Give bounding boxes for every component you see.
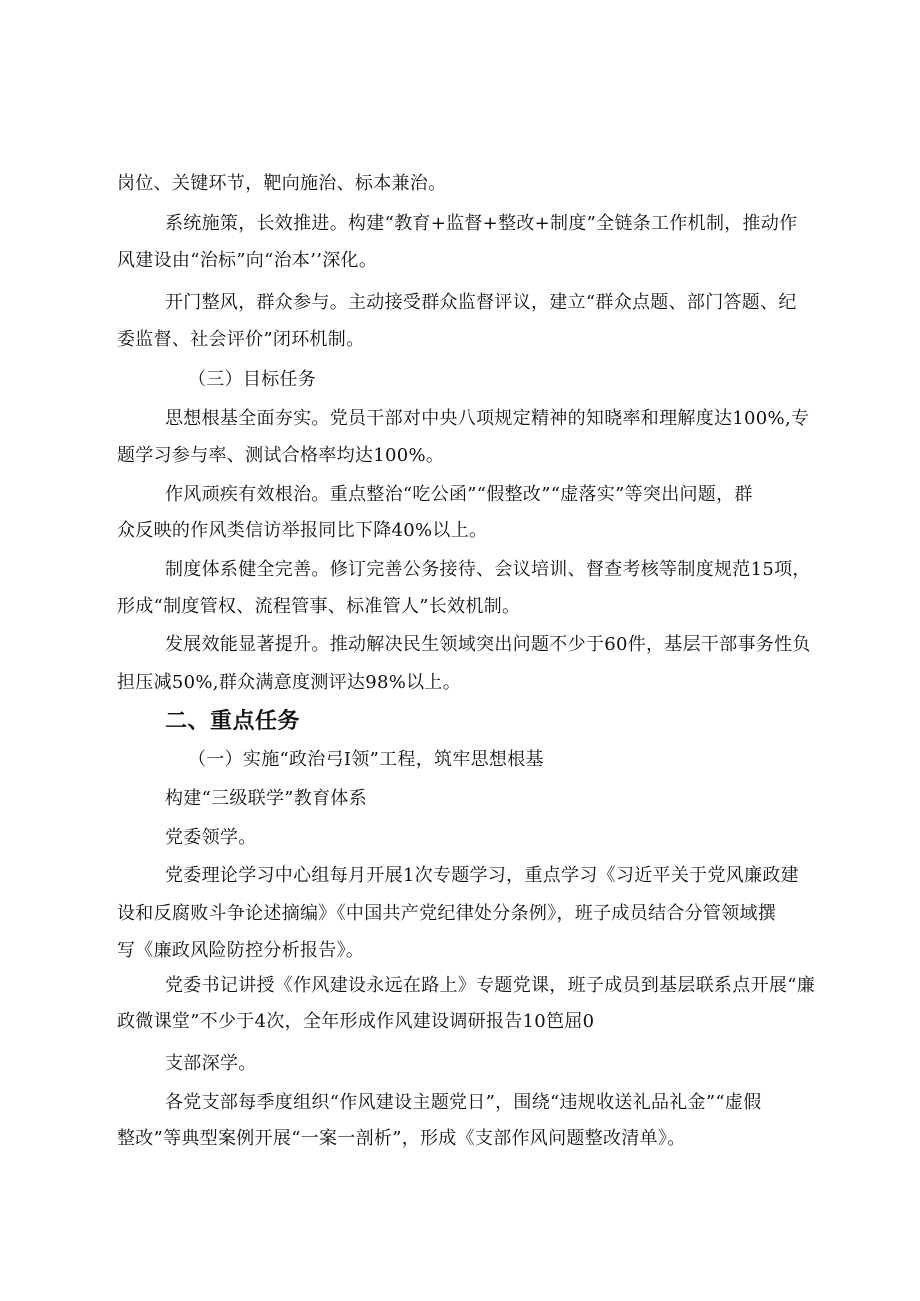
paragraph-line: 开门整风，群众参与。主动接受群众监督评议，建立“群众点题、部门答题、纪 xyxy=(165,292,797,313)
paragraph-line: 党委领学。 xyxy=(165,827,257,848)
paragraph-line: 系统施策，长效推进。构建“教育+监督+整改+制度”全链条工作机制，推动作 xyxy=(165,213,798,234)
paragraph-line: 党委理论学习中心组每月开展1次专题学习，重点学习《习近平关于党风廉政建 xyxy=(165,865,799,886)
paragraph-line: 写《廉政风险防控分析报告》。 xyxy=(117,940,365,961)
paragraph-line: 题学习参与率、测试合格率均达100%。 xyxy=(117,445,445,466)
paragraph-line: 支部深学。 xyxy=(165,1053,257,1074)
paragraph-line: 制度体系健全完善。修订完善公务接待、会议培训、督查考核等制度规范15项， xyxy=(165,559,811,580)
paragraph-line: 整改”等典型案例开展“一案一剖析”，形成《支部作风问题整改清单》。 xyxy=(117,1128,686,1149)
paragraph-line: 设和反腐败斗争论述摘编》《中国共产党纪律处分条例》，班子成员结合分管领域撰 xyxy=(117,903,777,924)
paragraph-line: 委监督、社会评价”闭环机制。 xyxy=(117,329,365,350)
paragraph-line: 形成“制度管权、流程管事、标准管人”长效机制。 xyxy=(117,596,521,617)
section-subheading: （三）目标任务 xyxy=(188,369,317,390)
section-subheading: （一）实施“政治弓I领”工程，筑牢思想根基 xyxy=(188,749,544,770)
paragraph-line: 风建设由“治标”向“治本’’深化。 xyxy=(117,250,378,271)
paragraph-line: 岗位、关键环节，靶向施治、标本兼治。 xyxy=(117,173,447,194)
paragraph-line: 发展效能显著提升。推动解决民生领域突出问题不少于60件，基层干部事务性负 xyxy=(165,634,811,655)
paragraph-line: 众反映的作风类信访举报同比下降40%以上。 xyxy=(117,520,488,541)
section-heading: 二、重点任务 xyxy=(165,709,301,734)
paragraph-line: 构建“三级联学”教育体系 xyxy=(165,788,368,809)
paragraph-line: 各党支部每季度组织“作风建设主题党日”，围绕“违规收送礼品礼金”“虚假 xyxy=(165,1092,762,1113)
paragraph-line: 党委书记讲授《作风建设永远在路上》专题党课，班子成员到基层联系点开展“廉 xyxy=(165,975,815,996)
paragraph-line: 政微课堂”不少于4次，全年形成作风建设调研报告10笆屈0 xyxy=(117,1011,595,1032)
paragraph-line: 担压减50%,群众满意度测评达98%以上。 xyxy=(117,672,462,693)
paragraph-line: 作风顽疾有效根治。重点整治“吃公函”“假整改”“虚落实”等突出问题，群 xyxy=(165,484,753,505)
paragraph-line: 思想根基全面夯实。党员干部对中央八项规定精神的知晓率和理解度达100%,专 xyxy=(165,408,810,429)
